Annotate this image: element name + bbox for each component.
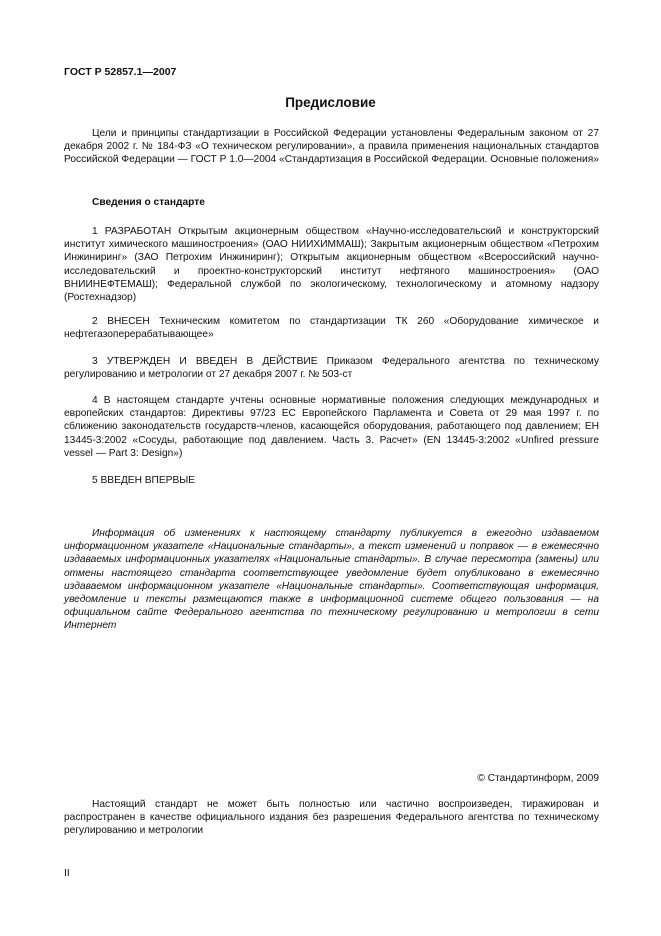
document-code: ГОСТ Р 52857.1—2007: [64, 66, 177, 78]
info-item-approved: 3 УТВЕРЖДЕН И ВВЕДЕН В ДЕЙСТВИЕ Приказом Федерального агентства по техническому регулированию и метрологии от 27 декабря 2007 г. № 503-ст: [64, 356, 599, 381]
info-item-first-introduced: 5 ВВЕДЕН ВПЕРВЫЕ: [92, 475, 196, 486]
page-title: Предисловие: [285, 95, 376, 110]
copyright-line: © Стандартинформ, 2009: [477, 773, 599, 784]
intro-paragraph: Цели и принципы стандартизации в Российской Федерации установлены Федеральным законом от 27 декабря 2002 г. № 184-ФЗ «О техническом регулировании», а правила применения национальных стандартов Российской Федерации — ГОСТ Р 1.0—2004 «Стандартизация в Российской Федерации. Основные положения»: [64, 128, 599, 166]
amendments-notice: Информация об изменениях к настоящему стандарту публикуется в ежегодно издаваемом информационном указателе «Национальные стандарты», а текст изменений и поправок — в ежемесячно издаваемых информационных указателях «Национальные стандарты». В случае пересмотра (замены) или отмены настоящего стандарта соответствующее уведомление будет опубликовано в ежемесячно издаваемом информационном указателе «Национальные стандарты». Соответствующая информация, уведомление и тексты размещаются также в информационной системе общего пользования — на официальном сайте Федерального агентства по техническому регулированию и метрологии в сети Интернет: [64, 528, 599, 632]
standard-info-heading: Сведения о стандарте: [92, 197, 205, 208]
reproduction-notice: Настоящий стандарт не может быть полностью или частично воспроизведен, тиражирован и распространен в качестве официального издания без разрешения Федерального агентства по техническому регулированию и метрологии: [64, 799, 599, 837]
info-item-submitted: 2 ВНЕСЕН Техническим комитетом по стандартизации ТК 260 «Оборудование химическое и нефтегазоперерабатывающее»: [64, 316, 599, 341]
page-number: II: [64, 868, 70, 879]
info-item-developed: 1 РАЗРАБОТАН Открытым акционерным обществом «Научно-исследовательский и конструкторский институт химического машиностроения» (ОАО НИИХИММАШ); Закрытым акционерным обществом «Петрохим Инжиниринг» (ЗАО Петрохим Инжиниринг); Открытым акционерным обществом «Всероссийский научно-исследовательский и проектно-конструкторский институт нефтяного машиностроения» (ОАО ВНИИНЕФТЕМАШ); Федеральной службой по экологическому, технологическому и атомному надзору (Ростехнадзор): [64, 226, 599, 304]
info-item-international-standards: 4 В настоящем стандарте учтены основные нормативные положения следующих международных и европейских стандартов: Директивы 97/23 ЕС Европейского Парламента и Совета от 29 мая 1997 г. по сближению законодательств государств-членов, касающейся оборудования, работающего под давлением; ЕН 13445-3:2002 «Сосуды, работающие под давлением. Часть 3. Расчет» (EN 13445-3:2002 «Unfired pressure vessel — Part 3: Design»): [64, 395, 599, 459]
